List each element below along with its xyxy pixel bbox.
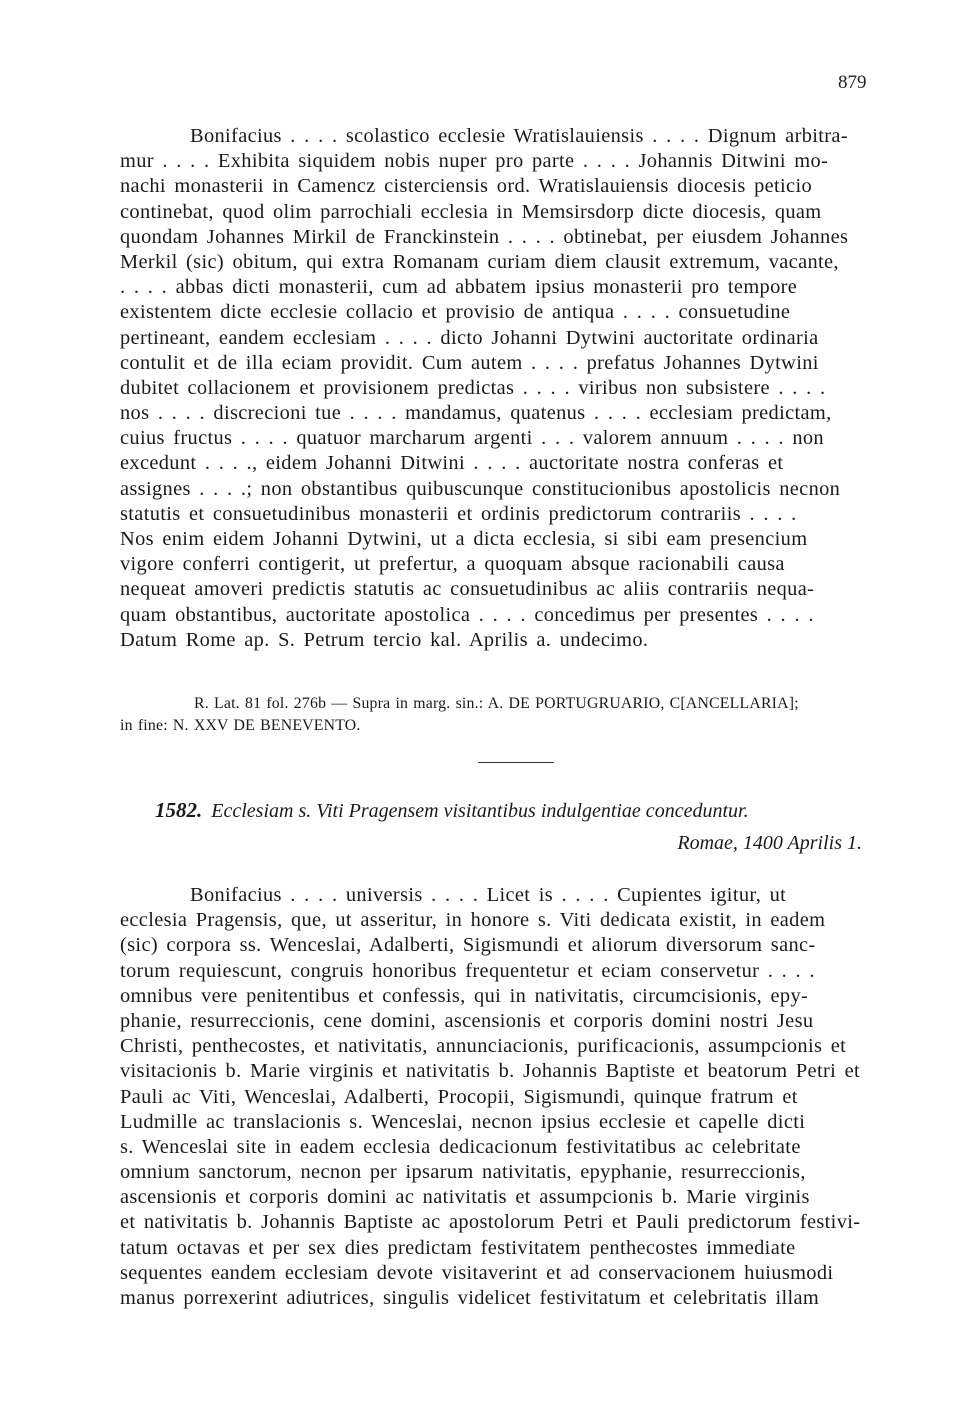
entry-dateline: Romae, 1400 Aprilis 1. bbox=[677, 832, 862, 854]
text-line: nachi monasterii in Camencz cisterciensis ord. Wratislauiensis diocesis peticio bbox=[120, 175, 813, 198]
text-line: ascensionis et corporis domini ac nativitatis et assumpcionis b. Marie virginis bbox=[120, 1186, 810, 1209]
text-line: omnium sanctorum, necnon per ipsarum nativitatis, epyphanie, resurreccionis, bbox=[120, 1161, 806, 1184]
entry-heading bbox=[155, 798, 749, 823]
text-line: Christi, penthecostes, et nativitatis, annunciacionis, purificacionis, assumpcionis et bbox=[120, 1035, 847, 1058]
text-line: Datum Rome ap. S. Petrum tercio kal. Aprilis a. undecimo. bbox=[120, 628, 649, 651]
text-line: cuius fructus . . . . quatuor marcharum argenti . . . valorem annuum . . . . non bbox=[120, 427, 824, 450]
text-line: excedunt . . . ., eidem Johanni Ditwini . . . . auctoritate nostra conferas et bbox=[120, 452, 784, 475]
text-line: phanie, resurreccionis, cene domini, ascensionis et corporis domini nostri Jesu bbox=[120, 1009, 814, 1032]
text-line: nequeat amoveri predictis statutis ac consuetudinibus ac aliis contrariis nequa- bbox=[120, 578, 815, 601]
text-line: . . . . abbas dicti monasterii, cum ad abbatem ipsius monasterii pro tempore bbox=[120, 276, 798, 299]
text-line: tatum octavas et per sex dies predictam festivitatem penthecostes immediate bbox=[120, 1236, 796, 1259]
text-line: visitacionis b. Marie virginis et nativitatis b. Johannis Baptiste et beatorum Petri et bbox=[120, 1060, 860, 1083]
text-line: manus porrexerint adiutrices, singulis videlicet festivitatum et celebritatis illam bbox=[120, 1287, 820, 1309]
text-line: Pauli ac Viti, Wenceslai, Adalberti, Procopii, Sigismundi, quinque fratrum et bbox=[120, 1085, 798, 1108]
text-line: nos . . . . discrecioni tue . . . . mandamus, quatenus . . . . ecclesiam predictam, bbox=[120, 402, 832, 425]
note-line: in fine: N. XXV DE BENEVENTO. bbox=[120, 717, 361, 734]
text-line: contulit et de illa eciam providit. Cum autem . . . . prefatus Johannes Dytwini bbox=[120, 351, 819, 374]
text-line: (sic) corpora ss. Wenceslai, Adalberti, Sigismundi et aliorum diversorum sanc- bbox=[120, 934, 816, 957]
text-line: Ludmille ac translacionis s. Wenceslai, necnon ipsius ecclesie et capelle dicti bbox=[120, 1110, 806, 1133]
text-line: Bonifacius . . . . scolastico ecclesie Wratislauiensis . . . . Dignum arbitra- bbox=[190, 125, 848, 147]
text-line: et nativitatis b. Johannis Baptiste ac apostolorum Petri et Pauli predictorum festivi- bbox=[120, 1211, 861, 1234]
text-line: continebat, quod olim parrochiali ecclesia in Memsirsdorp dicte diocesis, quam bbox=[120, 200, 822, 223]
text-line: ecclesia Pragensis, que, ut asseritur, in honore s. Viti dedicata existit, in eadem bbox=[120, 909, 826, 932]
text-line: sequentes eandem ecclesiam devote visitaverint et ad conservacionem huiusmodi bbox=[120, 1261, 834, 1284]
page-number: 879 bbox=[838, 72, 867, 93]
text-line: vigore conferri contigerit, ut prefertur, a quoquam absque racionabili causa bbox=[120, 553, 785, 576]
entry-number: 1582. bbox=[155, 798, 203, 822]
text-line: Merkil (sic) obitum, qui extra Romanam curiam diem clausit extremum, vacante, bbox=[120, 250, 839, 273]
text-line: assignes . . . .; non obstantibus quibuscunque constitucionibus apostolicis necnon bbox=[120, 477, 841, 500]
text-line: statutis et consuetudinibus monasterii et ordinis predictorum contrariis . . . . bbox=[120, 502, 797, 525]
source-note bbox=[120, 693, 882, 737]
text-line: pertineant, eandem ecclesiam . . . . dicto Johanni Dytwini auctoritate ordinaria bbox=[120, 326, 819, 349]
text-line: existentem dicte ecclesie collacio et provisio de antiqua . . . . consuetudine bbox=[120, 301, 791, 324]
text-line: torum requiescunt, congruis honoribus frequentetur et eciam conservetur . . . . bbox=[120, 959, 815, 982]
text-line: mur . . . . Exhibita siquidem nobis nuper pro parte . . . . Johannis Ditwini mo- bbox=[120, 150, 829, 173]
note-line: R. Lat. 81 fol. 276b — Supra in marg. sin.: A. DE PORTUGRUARIO, C[ANCELLARIA]; bbox=[194, 695, 799, 712]
entry-1582-body bbox=[120, 883, 882, 1311]
entry-1581-body bbox=[120, 124, 882, 653]
text-line: s. Wenceslai site in eadem ecclesia dedicacionum festivitatibus ac celebritate bbox=[120, 1135, 801, 1158]
text-line: Nos enim eidem Johanni Dytwini, ut a dicta ecclesia, si sibi eam presencium bbox=[120, 528, 808, 550]
text-line: quondam Johannes Mirkil de Franckinstein . . . . obtinebat, per eiusdem Johannes bbox=[120, 225, 849, 248]
text-line: Bonifacius . . . . universis . . . . Licet is . . . . Cupientes igitur, ut bbox=[190, 884, 787, 906]
text-line: quam obstantibus, auctoritate apostolica . . . . concedimus per presentes . . . . bbox=[120, 603, 814, 626]
text-line: omnibus vere penitentibus et confessis, qui in nativitatis, circumcisionis, epy- bbox=[120, 984, 809, 1007]
entry-title: Ecclesiam s. Viti Pragensem visitantibus indulgentiae conceduntur. bbox=[211, 800, 749, 822]
section-divider bbox=[478, 762, 554, 763]
text-line: dubitet collacionem et provisionem predictas . . . . viribus non subsistere . . . . bbox=[120, 376, 826, 399]
